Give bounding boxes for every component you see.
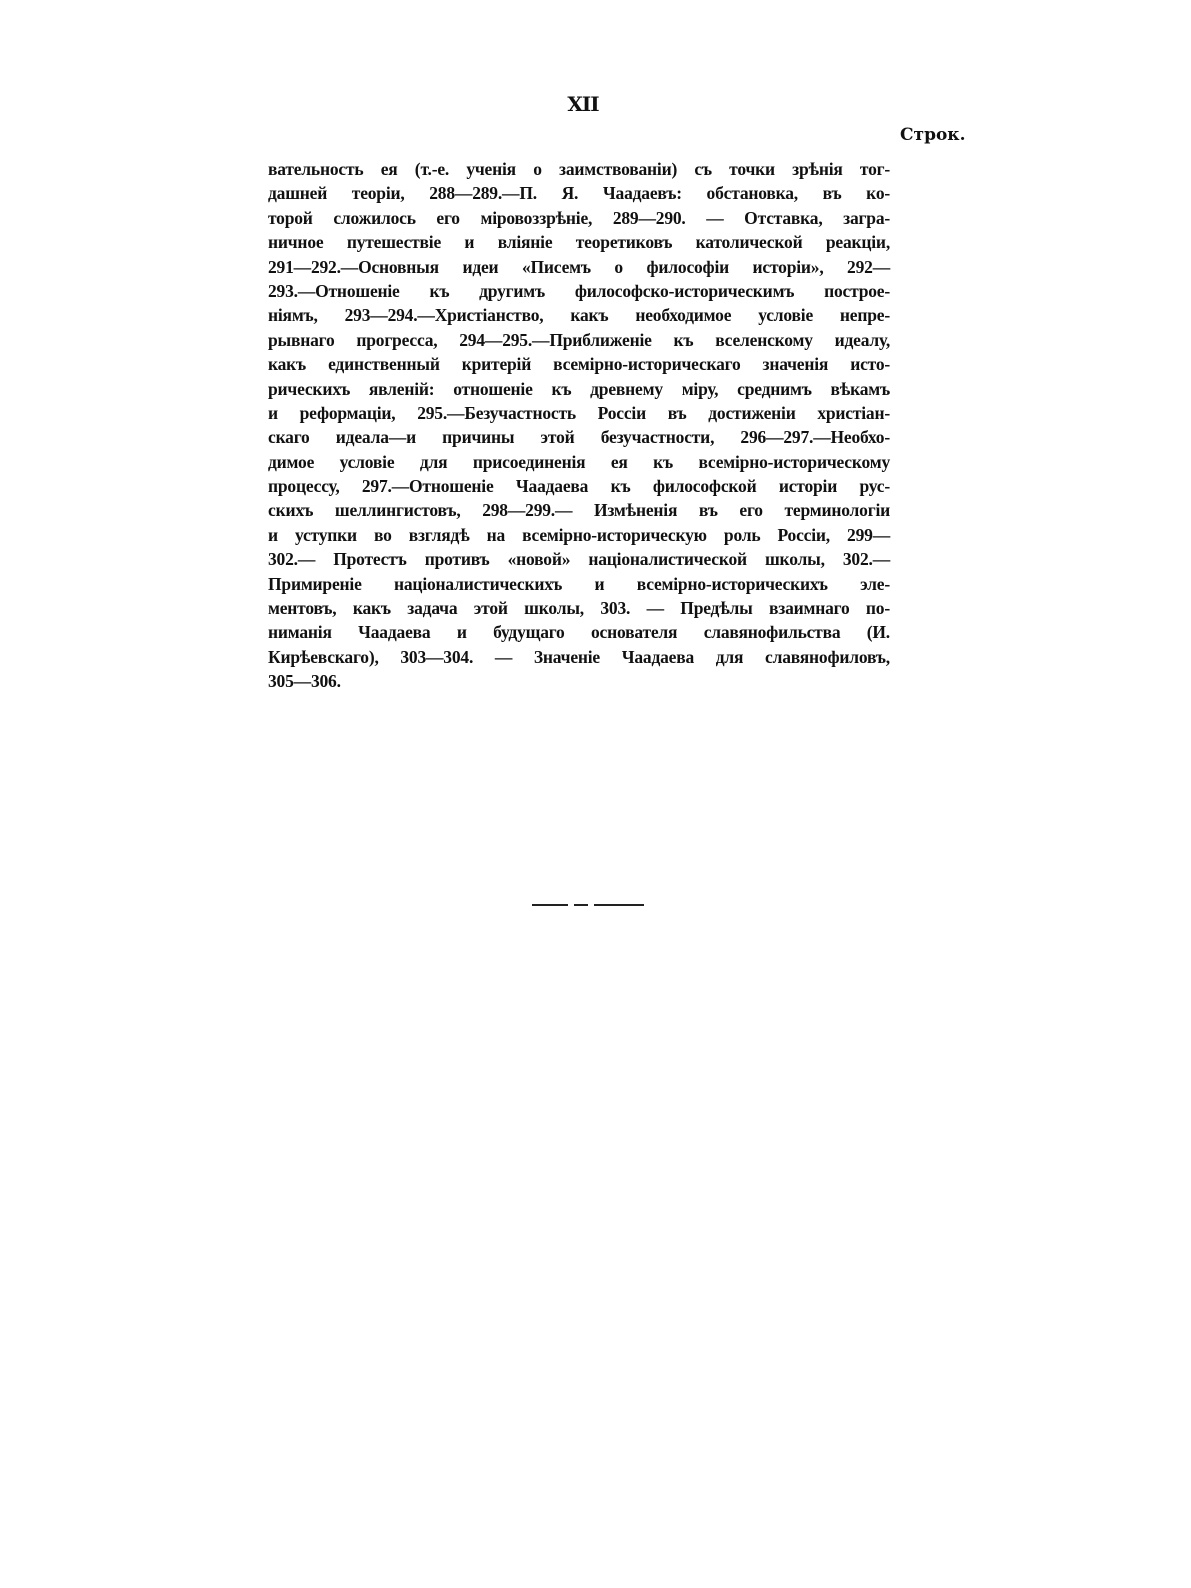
- text-line: Примиреніе націоналистическихъ и всемірно-историческихъ эле-: [268, 573, 890, 594]
- text-line: 293.—Отношеніе къ другимъ философско-историческимъ построе-: [268, 280, 890, 301]
- text-line: дашней теоріи, 288—289.—П. Я. Чаадаевъ: обстановка, въ ко-: [268, 183, 890, 204]
- text-line: скаго идеала—и причины этой безучастности, 296—297.—Необхо-: [268, 427, 890, 448]
- rule-segment: [574, 904, 588, 906]
- text-line: 291—292.—Основныя идеи «Писемъ о философіи исторіи», 292—: [268, 256, 890, 277]
- text-line: вательность ея (т.-е. ученія о заимствованіи) съ точки зрѣнія тог-: [268, 159, 890, 179]
- text-line: 305—306.: [268, 671, 341, 692]
- text-line: какъ единственный критерій всемірно-историческаго значенія исто-: [268, 354, 890, 375]
- text-line: ніямъ, 293—294.—Христіанство, какъ необходимое условіе непре-: [268, 305, 890, 326]
- text-line: торой сложилось его міровоззрѣніе, 289—290. — Отставка, загра-: [268, 207, 890, 228]
- closing-rule-divider: [532, 903, 647, 906]
- text-line: димое условіе для присоединенія ея къ всемірно-историческому: [268, 451, 890, 472]
- text-line: и уступки во взглядѣ на всемірно-историческую роль Россіи, 299—: [268, 524, 890, 545]
- table-of-contents-text: [268, 157, 890, 694]
- text-line: и реформаціи, 295.—Безучастность Россіи въ достиженіи христіан-: [268, 402, 890, 423]
- page-number: XII: [567, 92, 599, 116]
- text-line: процессу, 297.—Отношеніе Чаадаева къ философской исторіи рус-: [268, 476, 890, 497]
- text-line: 302.— Протестъ противъ «новой» націоналистической школы, 302.—: [268, 549, 890, 570]
- text-line: скихъ шеллингистовъ, 298—299.— Измѣненія въ его терминологіи: [268, 500, 890, 521]
- text-line: ментовъ, какъ задача этой школы, 303. — Предѣлы взаимнаго по-: [268, 598, 890, 619]
- text-line: рывнаго прогресса, 294—295.—Приближеніе къ вселенскому идеалу,: [268, 329, 890, 350]
- rule-segment: [532, 904, 568, 906]
- text-line: ниманія Чаадаева и будущаго основателя славянофильства (И.: [268, 622, 890, 643]
- text-line: Кирѣевскаго), 303—304. — Значеніе Чаадаева для славянофиловъ,: [268, 646, 890, 667]
- column-header-lines: Строк.: [900, 125, 966, 145]
- text-line: ничное путешествіе и вліяніе теоретиковъ католической реакціи,: [268, 232, 890, 253]
- rule-segment: [594, 904, 644, 906]
- text-line: рическихъ явленій: отношеніе къ древнему міру, среднимъ вѣкамъ: [268, 378, 890, 399]
